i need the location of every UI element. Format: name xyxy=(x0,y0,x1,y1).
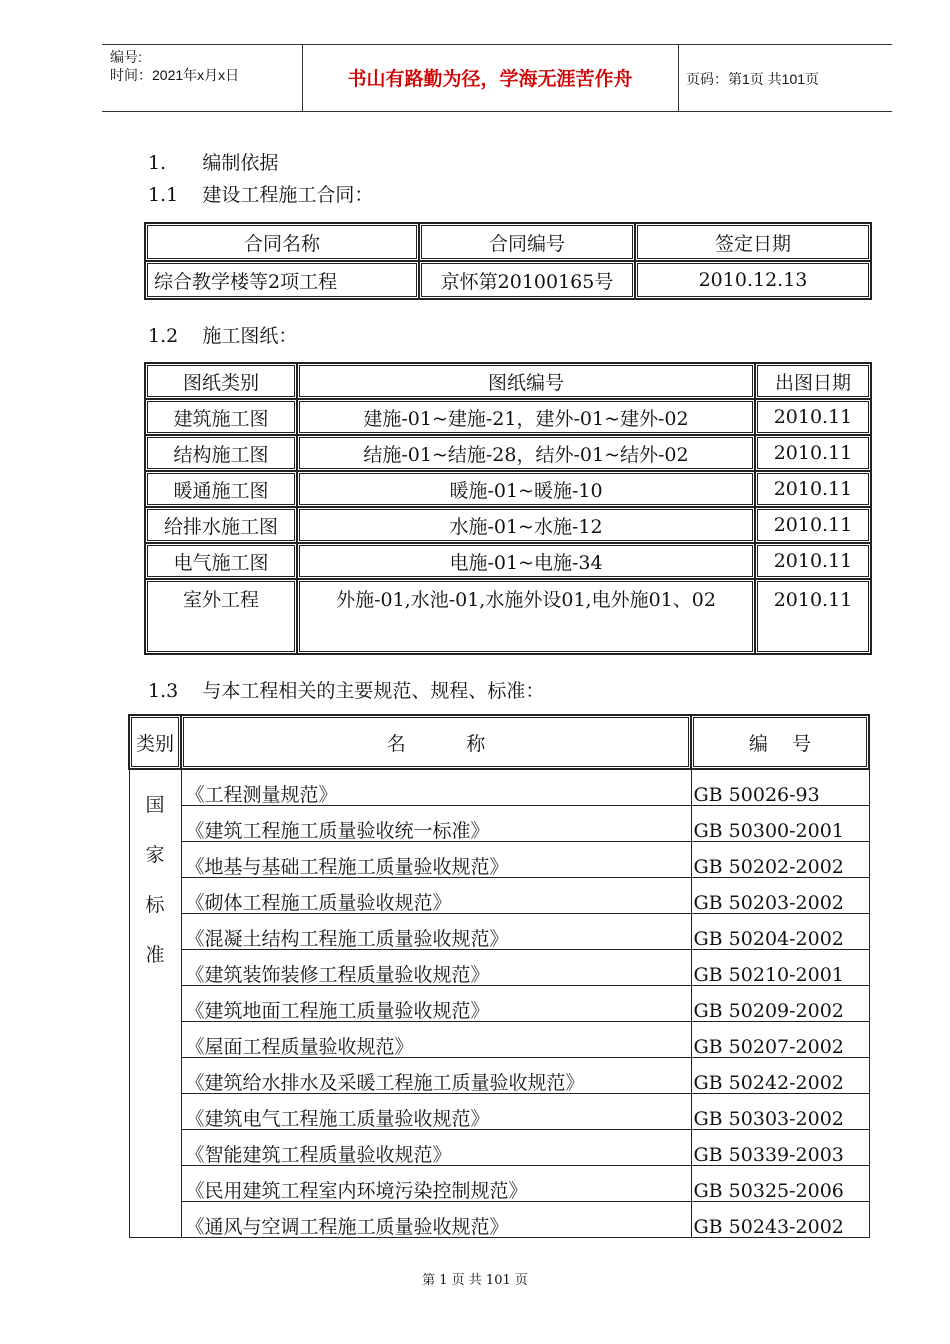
table-header-cell: 编 号 xyxy=(691,715,869,769)
standard-category xyxy=(129,769,181,1238)
drawing-number: 外施-01,水池-01,水施外设01,电外施01、02 xyxy=(297,579,755,654)
standard-name: 《建筑工程施工质量验收统一标准》 xyxy=(181,806,691,842)
drawing-date: 2010.11 xyxy=(755,471,871,507)
table-row xyxy=(145,399,871,435)
standard-name: 《地基与基础工程施工质量验收规范》 xyxy=(181,842,691,878)
drawing-table xyxy=(144,362,872,655)
table-row xyxy=(145,435,871,471)
table-row xyxy=(129,878,869,914)
standard-name: 《民用建筑工程室内环境污染控制规范》 xyxy=(181,1166,691,1202)
standard-code: GB 50339-2003 xyxy=(691,1130,869,1166)
header-motto: 书山有路勤为径，学海无涯苦作舟 xyxy=(347,68,633,90)
drawing-number: 建施-01~建施-21，建外-01~建外-02 xyxy=(297,399,755,435)
table-header-cell: 签定日期 xyxy=(635,223,871,261)
table-header-cell: 图纸类别 xyxy=(145,363,297,399)
section-heading-1-2: 1.2 施工图纸： xyxy=(148,325,298,347)
drawing-category: 建筑施工图 xyxy=(145,399,297,435)
standard-name: 《建筑装饰装修工程质量验收规范》 xyxy=(181,950,691,986)
standard-name: 《建筑给水排水及采暖工程施工质量验收规范》 xyxy=(181,1058,691,1094)
table-row xyxy=(129,914,869,950)
table-row xyxy=(129,1094,869,1130)
table-header-cell: 类别 xyxy=(129,715,181,769)
standard-name: 《建筑电气工程施工质量验收规范》 xyxy=(181,1094,691,1130)
standard-code: GB 50204-2002 xyxy=(691,914,869,950)
standard-name: 《智能建筑工程质量验收规范》 xyxy=(181,1130,691,1166)
table-header-cell: 图纸编号 xyxy=(297,363,755,399)
standard-name: 《工程测量规范》 xyxy=(181,769,691,806)
standard-name: 《混凝土结构工程施工质量验收规范》 xyxy=(181,914,691,950)
standard-code: GB 50300-2001 xyxy=(691,806,869,842)
table-row xyxy=(129,1058,869,1094)
table-header-cell: 名 称 xyxy=(181,715,691,769)
drawing-category: 给排水施工图 xyxy=(145,507,297,543)
standards-table xyxy=(128,714,870,1238)
drawing-number: 电施-01~电施-34 xyxy=(297,543,755,579)
header-bottom-rule xyxy=(102,111,892,112)
standard-code: GB 50303-2002 xyxy=(691,1094,869,1130)
standard-code: GB 50026-93 xyxy=(691,769,869,806)
header-meta xyxy=(110,48,239,84)
drawing-number: 暖施-01~暖施-10 xyxy=(297,471,755,507)
drawing-date: 2010.11 xyxy=(755,507,871,543)
drawing-date: 2010.11 xyxy=(755,543,871,579)
table-row xyxy=(129,769,869,806)
drawing-category: 室外工程 xyxy=(145,579,297,654)
contract-name: 综合教学楼等2项工程 xyxy=(145,261,419,299)
contract-date: 2010.12.13 xyxy=(635,261,871,299)
drawing-date: 2010.11 xyxy=(755,579,871,654)
standard-name: 《砌体工程施工质量验收规范》 xyxy=(181,878,691,914)
table-row xyxy=(145,507,871,543)
header-divider xyxy=(678,44,679,112)
table-row xyxy=(129,842,869,878)
standard-code: GB 50325-2006 xyxy=(691,1166,869,1202)
page-footer: 第 1 页 共 101 页 xyxy=(422,1273,528,1288)
table-row xyxy=(145,579,871,654)
drawing-category: 电气施工图 xyxy=(145,543,297,579)
table-row xyxy=(145,543,871,579)
section-heading-1-3: 1.3 与本工程相关的主要规范、规程、标准： xyxy=(148,680,545,702)
page-header xyxy=(102,44,892,112)
section-heading-1-1: 1.1 建设工程施工合同： xyxy=(148,184,374,206)
table-row xyxy=(145,471,871,507)
section-heading-1: 1. 编制依据 xyxy=(148,152,279,174)
contract-number: 京怀第20100165号 xyxy=(419,261,635,299)
drawing-number: 结施-01~结施-28，结外-01~结外-02 xyxy=(297,435,755,471)
table-header-cell: 合同编号 xyxy=(419,223,635,261)
table-header-cell: 合同名称 xyxy=(145,223,419,261)
standard-name: 《建筑地面工程施工质量验收规范》 xyxy=(181,986,691,1022)
table-header-row xyxy=(129,715,869,769)
standard-code: GB 50203-2002 xyxy=(691,878,869,914)
table-row xyxy=(129,1202,869,1238)
header-page-number: 页码：第1页 共101页 xyxy=(686,71,820,87)
table-row xyxy=(129,1130,869,1166)
standard-code: GB 50209-2002 xyxy=(691,986,869,1022)
drawing-number: 水施-01~水施-12 xyxy=(297,507,755,543)
table-row xyxy=(145,261,871,299)
standard-name: 《通风与空调工程施工质量验收规范》 xyxy=(181,1202,691,1238)
drawing-date: 2010.11 xyxy=(755,399,871,435)
category-char: 国 xyxy=(145,794,165,816)
category-char: 家 xyxy=(145,844,165,866)
table-header-row xyxy=(145,223,871,261)
table-header-row xyxy=(145,363,871,399)
standard-code: GB 50210-2001 xyxy=(691,950,869,986)
table-row xyxy=(129,1166,869,1202)
category-char: 准 xyxy=(145,944,165,966)
standard-code: GB 50202-2002 xyxy=(691,842,869,878)
standard-code: GB 50242-2002 xyxy=(691,1058,869,1094)
contract-table xyxy=(144,222,872,300)
drawing-category: 暖通施工图 xyxy=(145,471,297,507)
category-char: 标 xyxy=(145,894,165,916)
table-row xyxy=(129,986,869,1022)
table-header-cell: 出图日期 xyxy=(755,363,871,399)
table-row xyxy=(129,950,869,986)
document-number-label: 编号: xyxy=(110,49,142,65)
standard-name: 《屋面工程质量验收规范》 xyxy=(181,1022,691,1058)
document-time: 时间：2021年x月x日 xyxy=(110,67,240,83)
drawing-category: 结构施工图 xyxy=(145,435,297,471)
table-row xyxy=(129,806,869,842)
table-row xyxy=(129,1022,869,1058)
standard-code: GB 50243-2002 xyxy=(691,1202,869,1238)
header-top-rule xyxy=(102,44,892,45)
header-divider xyxy=(302,44,303,112)
drawing-date: 2010.11 xyxy=(755,435,871,471)
standard-code: GB 50207-2002 xyxy=(691,1022,869,1058)
